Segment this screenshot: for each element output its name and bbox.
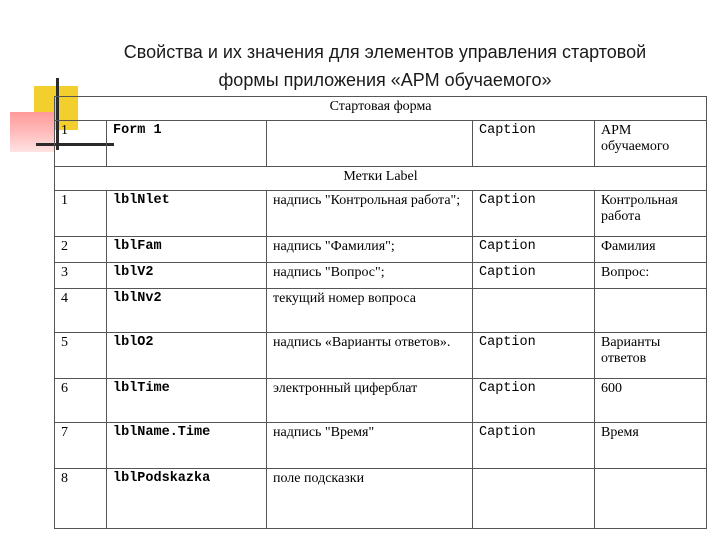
element-description: надпись "Фамилия"; — [267, 237, 473, 263]
property-name: Caption — [473, 333, 595, 379]
element-name: lblFam — [107, 237, 267, 263]
property-name — [473, 289, 595, 333]
element-name: lblV2 — [107, 263, 267, 289]
row-number: 3 — [55, 263, 107, 289]
property-value: 600 — [595, 379, 707, 423]
element-name: Form 1 — [107, 121, 267, 167]
decor-pink-square — [10, 112, 54, 152]
row-number: 5 — [55, 333, 107, 379]
table-row — [55, 423, 707, 469]
table-row — [55, 121, 707, 167]
row-number: 1 — [55, 191, 107, 237]
section-start-form: Стартовая форма — [55, 97, 707, 121]
table-row — [55, 379, 707, 423]
title-line-1: Свойства и их значения для элементов управления стартовой — [123, 42, 647, 62]
title-line-2: формы приложения «АРМ обучаемого» — [218, 70, 552, 90]
element-description: надпись "Вопрос"; — [267, 263, 473, 289]
property-name: Caption — [473, 379, 595, 423]
property-name: Caption — [473, 237, 595, 263]
element-name: lblTime — [107, 379, 267, 423]
element-description — [267, 121, 473, 167]
property-value — [595, 469, 707, 529]
table-row — [55, 237, 707, 263]
property-name — [473, 469, 595, 529]
element-description: поле подсказки — [267, 469, 473, 529]
section-labels: Метки Label — [55, 167, 707, 191]
element-name: lblName.Time — [107, 423, 267, 469]
section-row-labels — [55, 167, 707, 191]
property-name: Caption — [473, 263, 595, 289]
element-name: lblO2 — [107, 333, 267, 379]
value-line-1: АРМ — [601, 123, 632, 138]
property-name: Caption — [473, 121, 595, 167]
row-number: 7 — [55, 423, 107, 469]
property-value: Фамилия — [595, 237, 707, 263]
element-name: lblNv2 — [107, 289, 267, 333]
property-value: Контрольная работа — [595, 191, 707, 237]
property-value: Варианты ответов — [595, 333, 707, 379]
properties-table — [54, 96, 707, 529]
element-name: lblNlet — [107, 191, 267, 237]
slide-title — [60, 38, 710, 94]
property-value: Вопрос: — [595, 263, 707, 289]
element-description: электронный циферблат — [267, 379, 473, 423]
value-line-2: обучаемого — [601, 139, 670, 154]
property-value: Время — [595, 423, 707, 469]
element-description: надпись «Варианты ответов». — [267, 333, 473, 379]
property-value — [595, 289, 707, 333]
element-name: lblPodskazka — [107, 469, 267, 529]
element-description: надпись "Время" — [267, 423, 473, 469]
row-number: 1 — [55, 121, 107, 167]
property-value — [595, 121, 707, 167]
row-number: 6 — [55, 379, 107, 423]
row-number: 2 — [55, 237, 107, 263]
element-description: надпись "Контрольная работа"; — [267, 191, 473, 237]
table-row — [55, 263, 707, 289]
row-number: 8 — [55, 469, 107, 529]
table-row — [55, 289, 707, 333]
section-row-start-form — [55, 97, 707, 121]
table-row — [55, 469, 707, 529]
element-description: текущий номер вопроса — [267, 289, 473, 333]
table-row — [55, 191, 707, 237]
table-row — [55, 333, 707, 379]
row-number: 4 — [55, 289, 107, 333]
property-name: Caption — [473, 423, 595, 469]
property-name: Caption — [473, 191, 595, 237]
